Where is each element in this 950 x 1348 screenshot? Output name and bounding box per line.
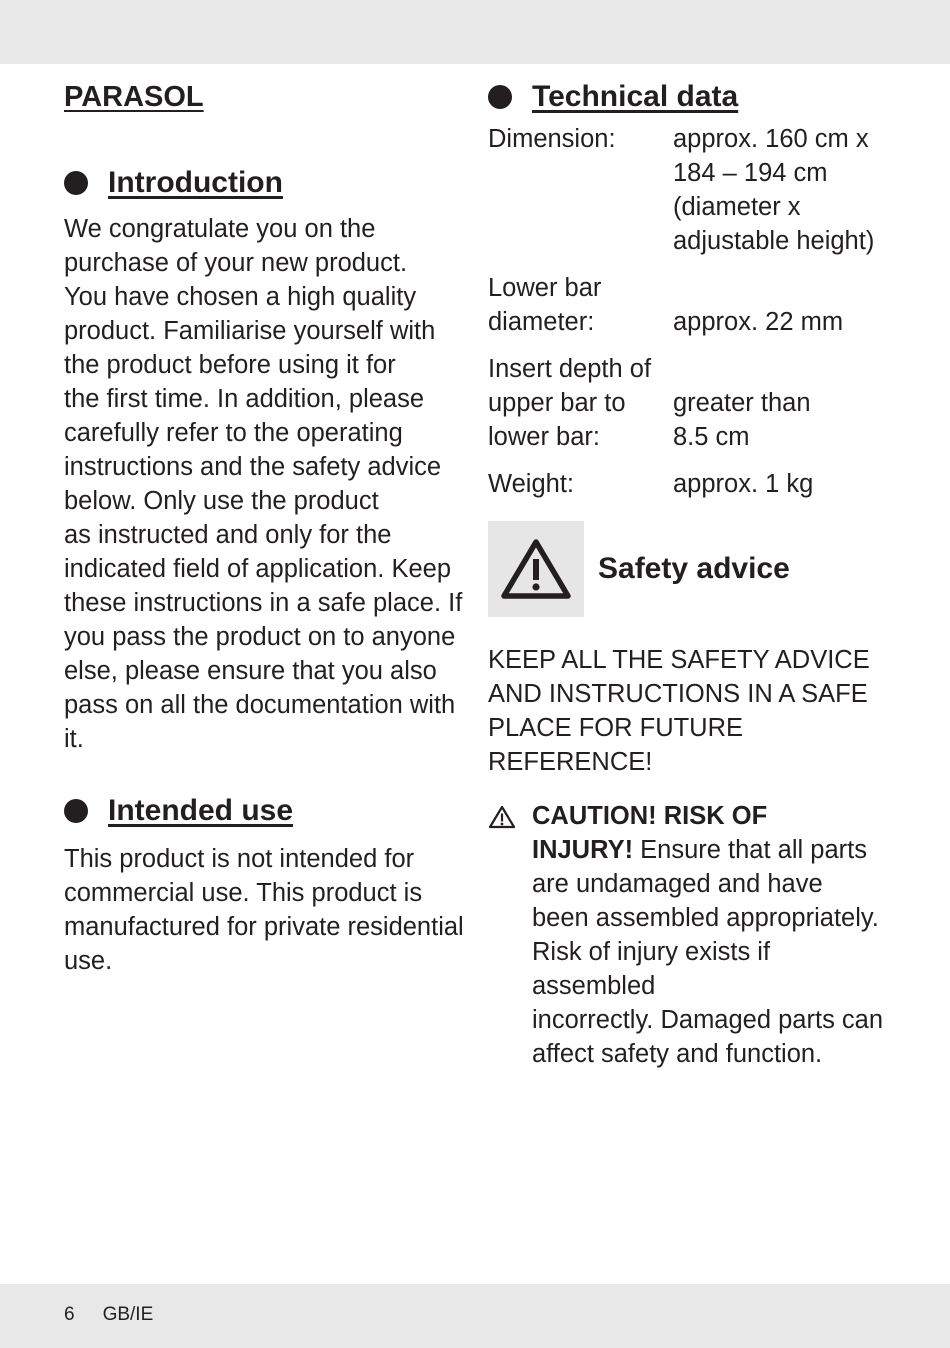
technical-data-heading-text: Technical data [532,80,739,113]
caution-line: incorrectly. Damaged parts can [532,1006,884,1034]
spec-value-line: approx. 160 cm x [673,125,869,153]
spec-value-line: (diameter x [673,193,801,221]
introduction-line: you pass the product on to anyone [64,623,456,651]
spec-value [673,339,874,454]
intended-use-line: manufactured for private residential [64,913,464,941]
safety-advice-header [488,521,893,617]
introduction-heading-text: Introduction [108,166,283,199]
spec-value: approx. 1 kg [673,470,814,498]
caution-line: Risk of injury exists if assembled [532,938,771,1000]
caution-label: CAUTION! RISK OF [532,802,768,830]
page-number: 6 [64,1304,75,1325]
introduction-line: carefully refer to the operating [64,419,403,447]
spec-row-insert-depth [488,339,874,454]
right-column [488,78,893,1071]
locale-label: GB/IE [102,1304,154,1325]
introduction-line: else, please ensure that you also [64,657,437,685]
introduction-line: the product before using it for [64,351,396,379]
spec-table [488,122,874,501]
caution-line: are undamaged and have [532,870,823,898]
keep-instructions-notice [488,643,893,779]
spec-label-line: lower bar: [488,423,600,451]
bullet-icon [488,85,512,109]
intended-use-line: commercial use. This product is [64,879,423,907]
introduction-line: the first time. In addition, please [64,385,425,413]
caution-text [532,799,893,1071]
spec-label-line: upper bar to [488,389,626,417]
introduction-line: You have chosen a high quality [64,283,417,311]
spec-label: Dimension: [488,125,616,153]
injury-label: INJURY! [532,836,634,864]
intended-use-line: use. [64,947,113,975]
caution-triangle-icon [488,799,532,1071]
spec-row-weight [488,454,874,501]
intended-use-body [64,842,464,978]
spec-row-lower-bar [488,258,874,339]
document-title: PARASOL [64,81,204,113]
introduction-line: pass on all the documentation with [64,691,456,719]
intended-use-heading [64,792,464,830]
bullet-icon [64,171,88,195]
intended-use-heading-text: Intended use [108,794,294,827]
caution-block [488,799,893,1071]
caution-line: been assembled appropriately. [532,904,879,932]
introduction-line: it. [64,725,84,753]
spec-value-line: adjustable height) [673,227,875,255]
spec-value: approx. 22 mm [673,308,844,336]
notice-line: KEEP ALL THE SAFETY ADVICE [488,646,870,674]
bullet-icon [64,799,88,823]
introduction-line: product. Familiarise yourself with [64,317,436,345]
warning-triangle-icon [488,521,584,617]
caution-line: Ensure that all parts [633,836,867,864]
spec-label: Weight: [488,470,574,498]
left-column [64,78,464,978]
introduction-line: instructions and the safety advice [64,453,442,481]
spec-label [488,339,673,454]
intended-use-line: This product is not intended for [64,845,415,873]
introduction-line: indicated field of application. Keep [64,555,452,583]
introduction-line: purchase of your new product. [64,249,408,277]
introduction-body [64,212,464,756]
introduction-line: these instructions in a safe place. If [64,589,463,617]
notice-line: AND INSTRUCTIONS IN A SAFE [488,680,868,708]
introduction-heading [64,164,464,202]
technical-data-heading [488,78,893,116]
spec-label-line: Lower bar [488,274,602,302]
spec-value [673,122,874,258]
spec-label [488,258,673,339]
introduction-line: below. Only use the product [64,487,379,515]
spec-value-line: 8.5 cm [673,423,750,451]
introduction-line: We congratulate you on the [64,215,376,243]
spec-label-line: diameter: [488,308,595,336]
top-band [0,0,950,64]
safety-advice-heading: Safety advice [598,552,790,585]
notice-line: PLACE FOR FUTURE REFERENCE! [488,714,744,776]
spec-row-dimension [488,122,874,258]
spec-value-line: 184 – 194 cm [673,159,828,187]
introduction-line: as instructed and only for the [64,521,392,549]
caution-line: affect safety and function. [532,1040,823,1068]
spec-value-line: greater than [673,389,811,417]
spec-label-line: Insert depth of [488,355,652,383]
page-footer [64,1304,153,1326]
